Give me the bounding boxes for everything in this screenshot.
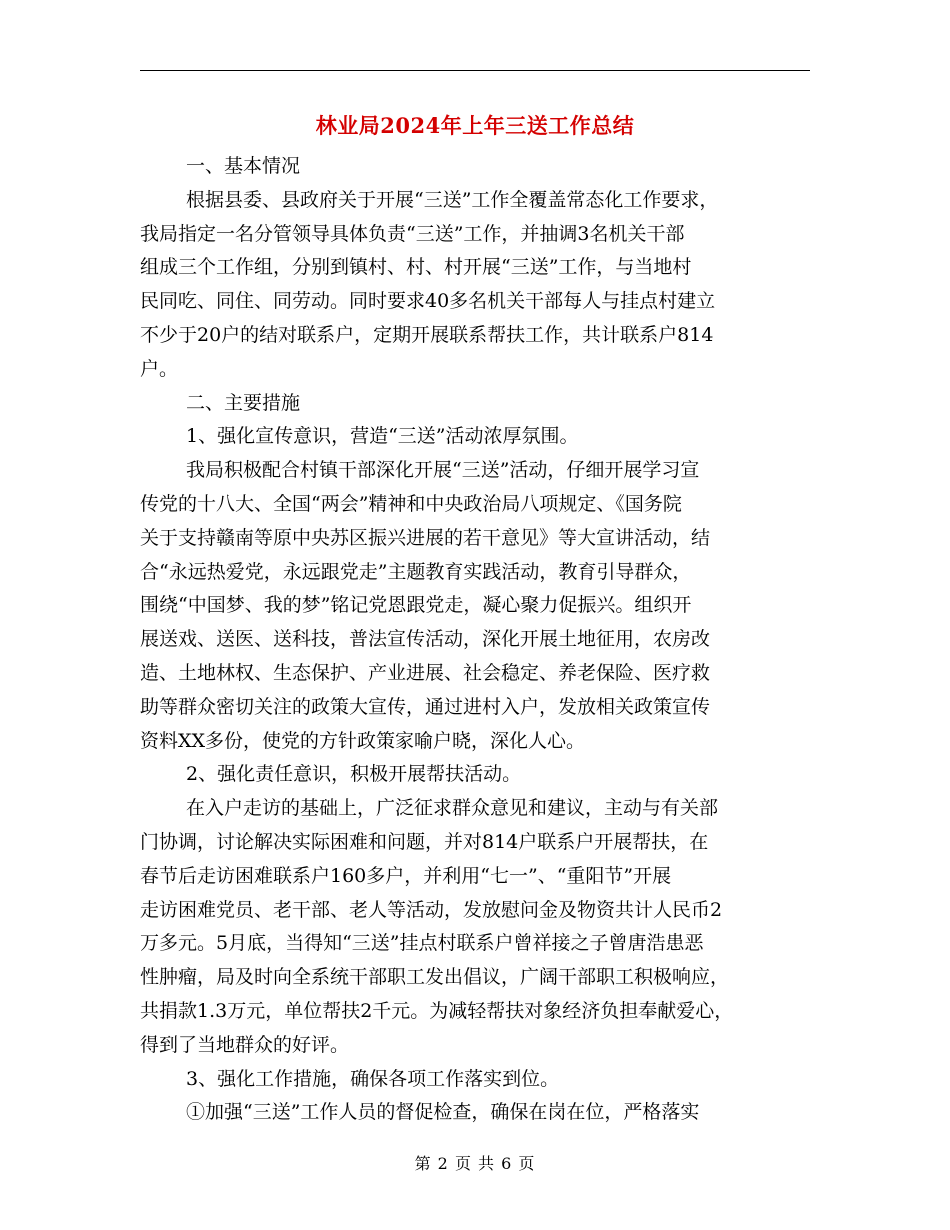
paragraph-line: 助等群众密切关注的政策大宣传，通过进村入户，发放相关政策宣传 <box>140 695 711 718</box>
paragraph-line: 根据县委、县政府关于开展“三送”工作全覆盖常态化工作要求， <box>186 188 719 211</box>
paragraph-line: 造、土地林权、生态保护、产业进展、社会稳定、养老保险、医疗救 <box>140 661 711 684</box>
paragraph-line: 民同吃、同住、同劳动。同时要求40多名机关干部每人与挂点村建立 <box>140 290 716 313</box>
paragraph-line: 性肿瘤，局及时向全系统干部职工发出倡议，广阔干部职工积极响应， <box>140 966 730 989</box>
page-number: 第 2 页 共 6 页 <box>414 1154 536 1173</box>
section-heading-measures: 二、主要措施 <box>186 391 301 414</box>
paragraph-line: 资料XX多份，使党的方针政策家喻户晓，深化人心。 <box>140 729 586 752</box>
paragraph-line: 传党的十八大、全国“两会”精神和中央政治局八项规定、《国务院 <box>140 492 682 515</box>
paragraph-line: 在入户走访的基础上，广泛征求群众意见和建议，主动与有关部 <box>186 797 719 820</box>
paragraph-line: 我局积极配合村镇干部深化开展“三送”活动，仔细开展学习宣 <box>186 459 700 482</box>
subheading-responsibility: 2、强化责任意识，积极开展帮扶活动。 <box>186 763 522 786</box>
paragraph-line: 门协调，讨论解决实际困难和问题，并对814户联系户开展帮扶，在 <box>140 830 709 853</box>
paragraph-line: 我局指定一名分管领导具体负责“三送”工作，并抽调3名机关干部 <box>140 222 685 245</box>
paragraph-line: 万多元。5月底，当得知“三送”挂点村联系户曾祥接之子曾唐浩患恶 <box>140 932 704 955</box>
paragraph-line: 合“永远热爱党，永远跟党走”主题教育实践活动，教育引导群众， <box>140 560 692 583</box>
subheading-publicity: 1、强化宣传意识，营造“三送”活动浓厚氛围。 <box>186 425 579 448</box>
paragraph-line: 围绕“中国梦、我的梦”铭记党恩跟党走，凝心聚力促振兴。组织开 <box>140 594 692 617</box>
paragraph-line: 组成三个工作组，分别到镇村、村、村开展“三送”工作，与当地村 <box>140 256 692 279</box>
paragraph-line: 共捐款1.3万元，单位帮扶2千元。为减轻帮扶对象经济负担奉献爱心， <box>140 999 734 1022</box>
paragraph-line: 户。 <box>140 357 179 380</box>
header-rule <box>140 70 810 71</box>
paragraph-line: 得到了当地群众的好评。 <box>140 1033 350 1056</box>
subheading-work-measures: 3、强化工作措施，确保各项工作落实到位。 <box>186 1067 560 1090</box>
paragraph-line: 展送戏、送医、送科技，普法宣传活动，深化开展土地征用，农房改 <box>140 628 711 651</box>
paragraph-line: 走访困难党员、老干部、老人等活动，发放慰问金及物资共计人民币2 <box>140 898 723 921</box>
paragraph-line: 春节后走访困难联系户160多户，并利用“七一”、“重阳节”开展 <box>140 864 672 887</box>
paragraph-line: ①加强“三送”工作人员的督促检查，确保在岗在位，严格落实 <box>186 1101 700 1124</box>
paragraph-line: 关于支持赣南等原中央苏区振兴进展的若干意见》等大宣讲活动，结 <box>140 526 711 549</box>
section-heading-basic: 一、基本情况 <box>186 155 301 177</box>
document-title: 林业局2024年上年三送工作总结 <box>315 113 635 138</box>
document-body <box>140 150 820 1130</box>
paragraph-line: 不少于20户的结对联系户，定期开展联系帮扶工作，共计联系户814 <box>140 323 714 346</box>
